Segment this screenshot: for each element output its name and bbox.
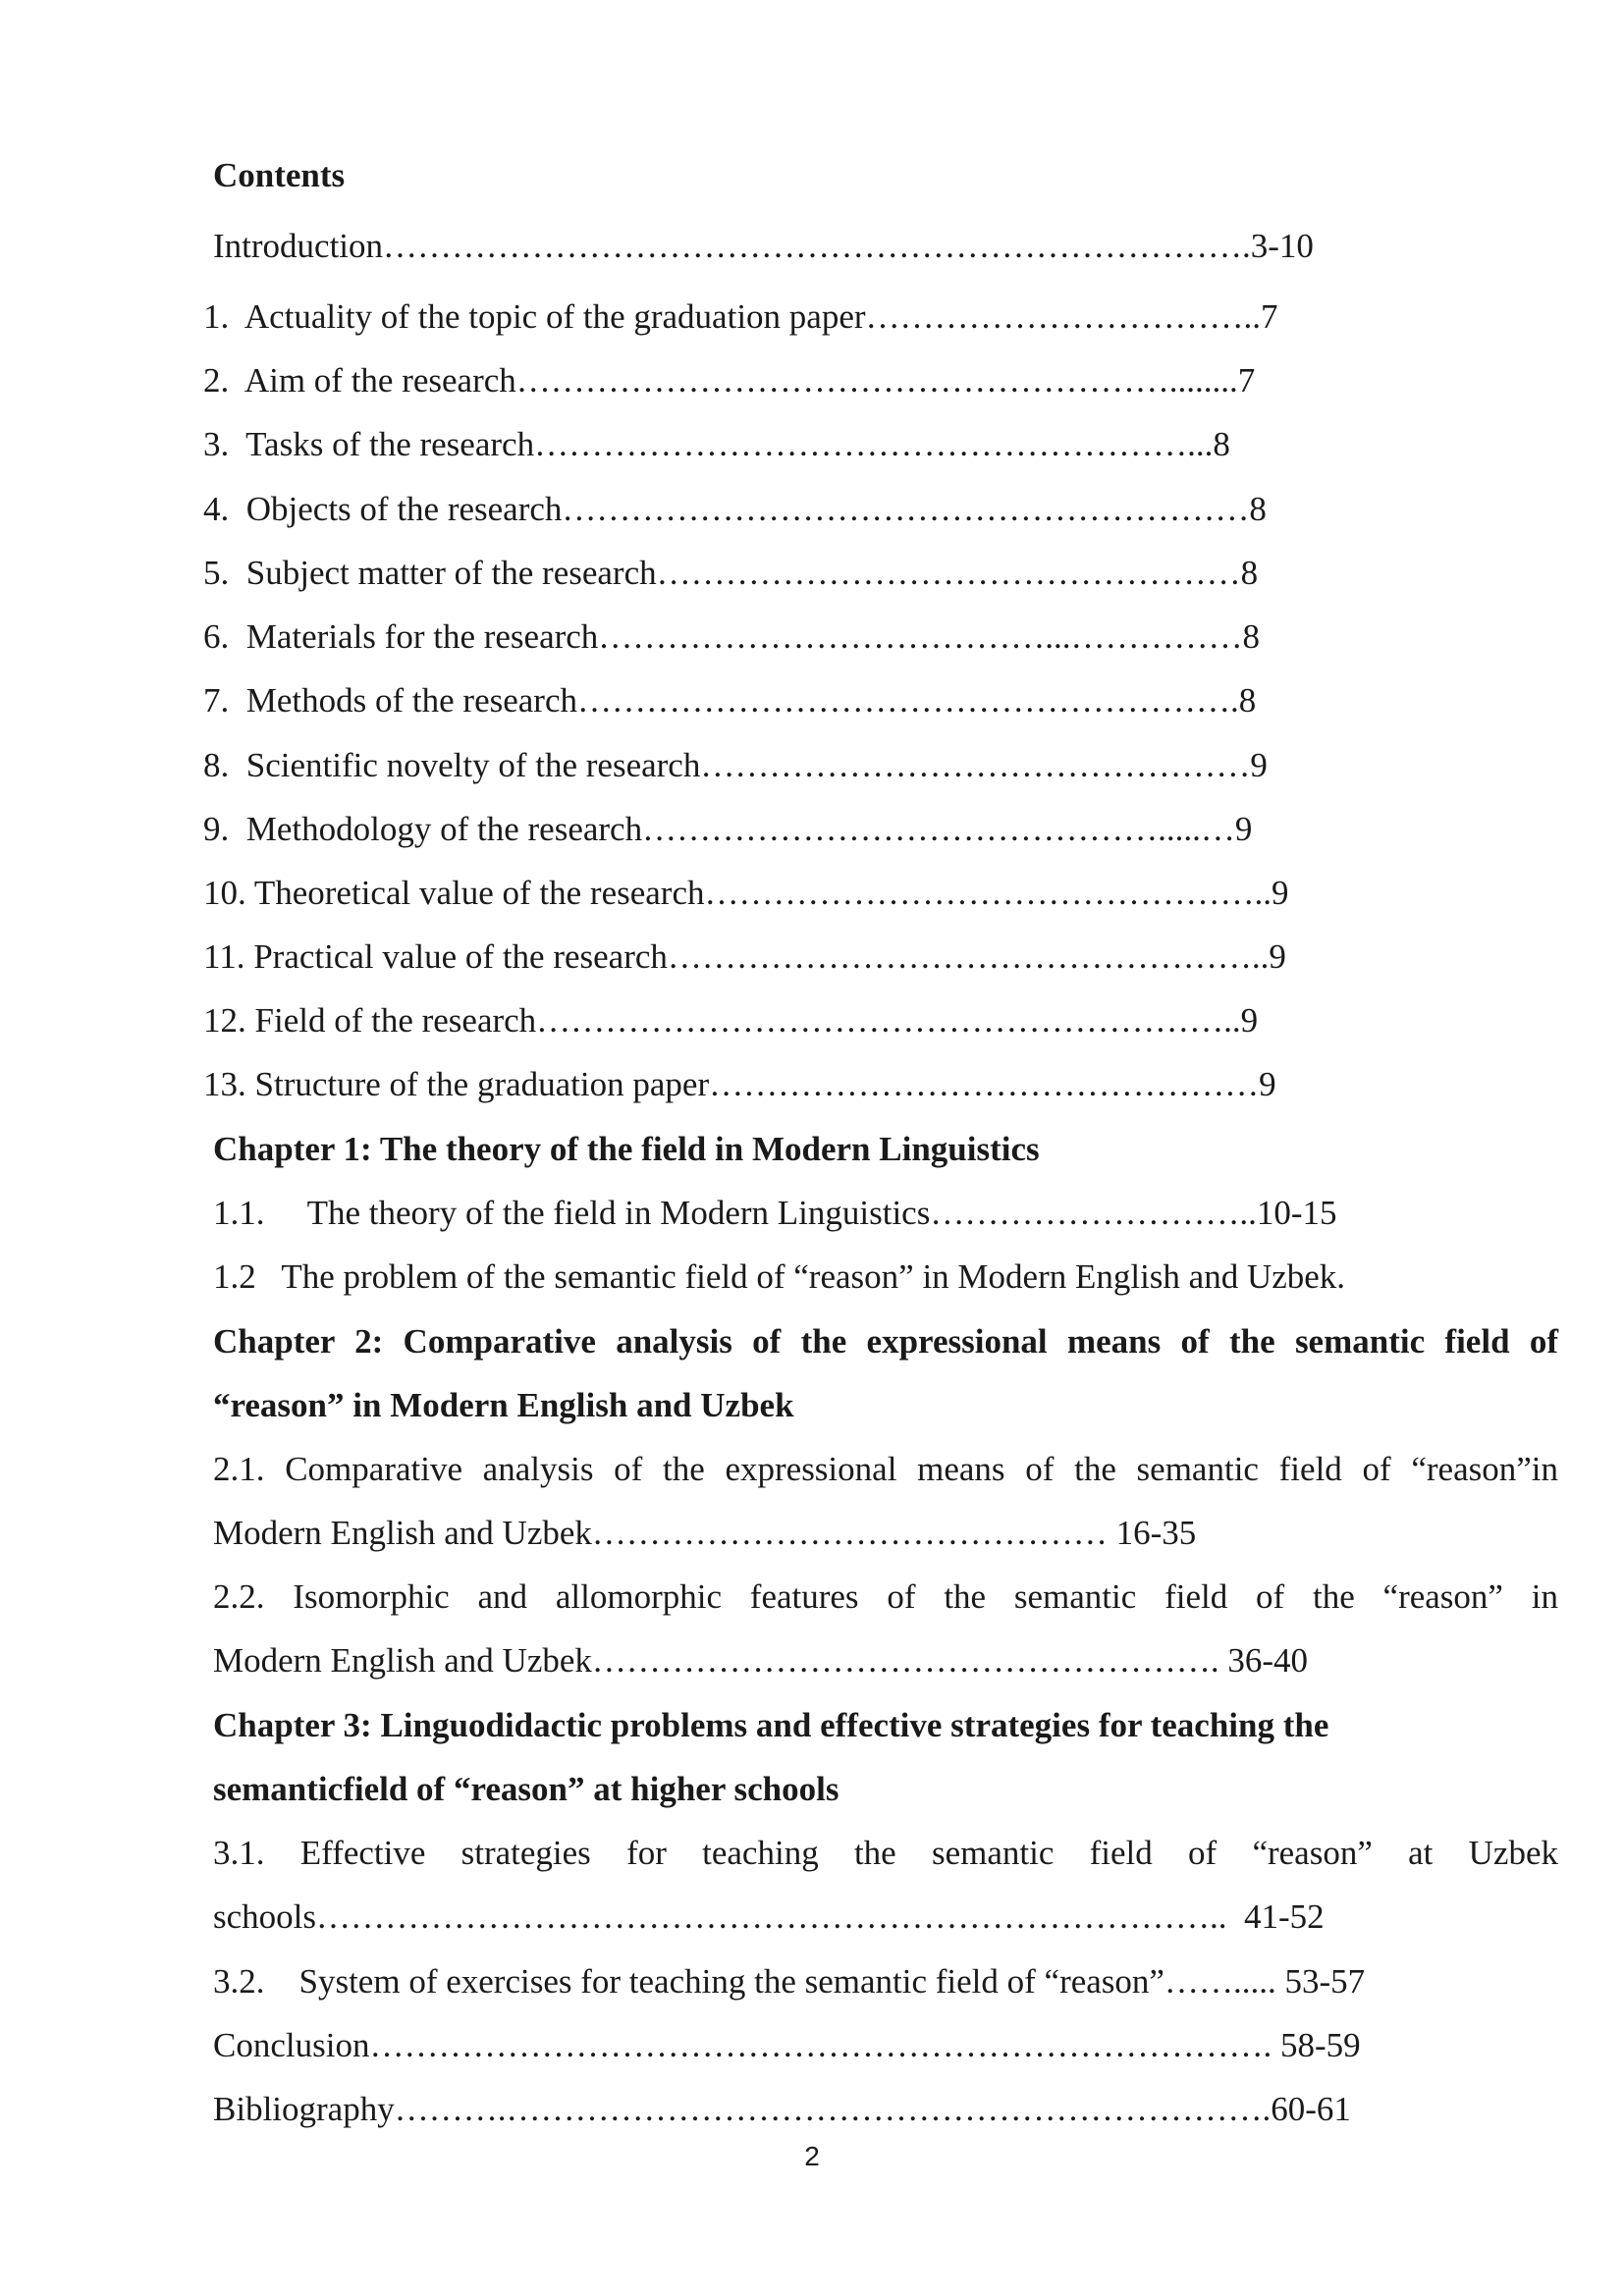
toc-item: 7. Methods of the research………………………………………………….8 xyxy=(203,681,1257,720)
section-3-1: 3.1. Effective strategies for teaching the semantic field of “reason” at Uzbek xyxy=(213,1834,1558,1872)
chapter-3-title: Chapter 3: Linguodidactic problems and effective strategies for teaching the xyxy=(213,1706,1329,1744)
toc-bibliography: Bibliography……….………………………………………………………….60-61 xyxy=(213,2090,1351,2128)
toc-item: 4. Objects of the research……………………………………………………8 xyxy=(203,490,1267,528)
contents-heading: Contents xyxy=(213,156,346,194)
toc-introduction: Introduction………………………………………………………………….3-10 xyxy=(213,227,1314,265)
section-1-2: 1.2 The problem of the semantic field of “reason” in Modern English and Uzbek. xyxy=(213,1257,1346,1296)
toc-item: 2. Aim of the research…………………………………………………........7 xyxy=(203,361,1256,400)
section-1-1: 1.1. The theory of the field in Modern Linguistics………………………..10-15 xyxy=(213,1194,1337,1232)
toc-item: 3. Tasks of the research…………………………………………………...8 xyxy=(203,425,1230,463)
toc-item: 13. Structure of the graduation paper…………………………………………9 xyxy=(203,1065,1276,1103)
chapter-2-title-cont: “reason” in Modern English and Uzbek xyxy=(213,1386,794,1424)
toc-item: 1. Actuality of the topic of the graduation paper……………………………..7 xyxy=(203,297,1278,336)
toc-item: 6. Materials for the research…………………………………...……………8 xyxy=(203,617,1261,656)
chapter-3-title-cont: semanticfield of “reason” at higher schools xyxy=(213,1770,839,1808)
section-2-2: 2.2. Isomorphic and allomorphic features of the semantic field of the “reason” in xyxy=(213,1577,1558,1616)
page-number: 2 xyxy=(804,2141,820,2171)
toc-item: 11. Practical value of the research……………………………………………..9 xyxy=(203,937,1286,976)
toc-item: 12. Field of the research……………………………………………………..9 xyxy=(203,1001,1259,1040)
toc-item: 10. Theoretical value of the research…………………………………………..9 xyxy=(203,874,1289,912)
section-3-1-cont: schools…………………………………………………………………….. 41-52 xyxy=(213,1897,1325,1936)
section-2-2-cont: Modern English and Uzbek………………………………………………. 36-40 xyxy=(213,1641,1309,1680)
section-3-2: 3.2. System of exercises for teaching the semantic field of “reason”……..... 53-57 xyxy=(213,1962,1366,2001)
toc-item: 8. Scientific novelty of the research…………………………………………9 xyxy=(203,746,1268,784)
toc-conclusion: Conclusion……………………………………………………………………. 58-59 xyxy=(213,2026,1361,2064)
toc-item: 9. Methodology of the research……………………………………….....…9 xyxy=(203,810,1253,848)
section-2-1: 2.1. Comparative analysis of the expressional means of the semantic field of “reason”in xyxy=(213,1450,1558,1488)
chapter-2-title: Chapter 2: Comparative analysis of the expressional means of the semantic field of xyxy=(213,1322,1558,1361)
section-2-1-cont: Modern English and Uzbek……………………………………… 16-35 xyxy=(213,1514,1197,1552)
chapter-1-title: Chapter 1: The theory of the field in Modern Linguistics xyxy=(213,1130,1040,1168)
toc-item: 5. Subject matter of the research……………………………………………8 xyxy=(203,554,1259,592)
